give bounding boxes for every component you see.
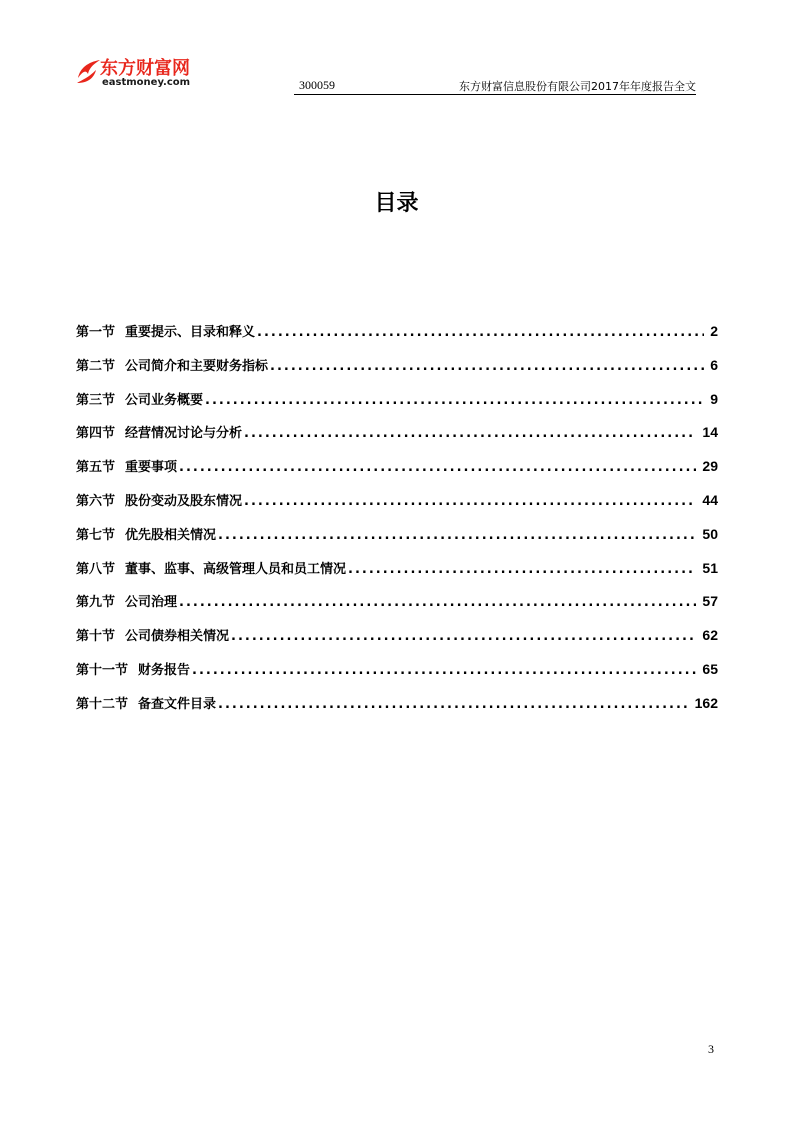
toc-section-title: 股份变动及股东情况 (125, 493, 243, 509)
toc-entry[interactable] (76, 422, 718, 456)
toc-section-number: 第十节 (76, 629, 116, 645)
toc-dot-leader (244, 494, 696, 509)
toc-section-number: 第三节 (76, 392, 116, 408)
toc-page-number: 57 (702, 593, 718, 610)
toc-entry[interactable] (76, 625, 718, 659)
toc-section-title: 公司治理 (125, 595, 178, 611)
toc-dot-leader (179, 460, 696, 475)
table-of-contents (76, 321, 718, 727)
toc-page-number: 162 (694, 694, 718, 711)
toc-page-number: 6 (710, 356, 718, 373)
toc-entry[interactable] (76, 659, 718, 693)
toc-entry[interactable] (76, 355, 718, 389)
toc-section-number: 第四节 (76, 426, 116, 442)
page-title: 目录 (374, 191, 419, 216)
toc-section-number: 第八节 (76, 561, 116, 577)
logo-chinese-text: 东方财富网 (100, 58, 190, 79)
header-divider (294, 94, 696, 95)
toc-section-title: 备查文件目录 (138, 696, 217, 712)
toc-section-number: 第十二节 (76, 696, 129, 712)
toc-section-title: 公司债券相关情况 (125, 629, 230, 645)
eastmoney-logo (74, 52, 234, 92)
toc-section-number: 第十一节 (76, 662, 129, 678)
toc-section-number: 第二节 (76, 358, 116, 374)
toc-page-number: 51 (702, 559, 718, 576)
toc-section-title: 财务报告 (138, 662, 191, 678)
toc-dot-leader (218, 528, 696, 543)
toc-dot-leader (179, 595, 696, 610)
toc-dot-leader (231, 629, 696, 644)
toc-dot-leader (270, 359, 704, 374)
toc-dot-leader (192, 663, 696, 678)
toc-section-title: 重要事项 (125, 460, 178, 476)
page-number: 3 (708, 1042, 714, 1056)
report-title: 东方财富信息股份有限公司2017年年度报告全文 (459, 80, 696, 93)
page-header (74, 52, 696, 96)
toc-entry[interactable] (76, 456, 718, 490)
toc-dot-leader (348, 562, 696, 577)
toc-section-number: 第七节 (76, 527, 116, 543)
toc-section-title: 重要提示、目录和释义 (125, 325, 256, 340)
toc-section-number: 第六节 (76, 493, 116, 509)
toc-section-title: 公司简介和主要财务指标 (125, 358, 269, 374)
toc-section-number: 第五节 (76, 460, 116, 476)
toc-dot-leader (218, 697, 689, 712)
toc-page-number: 62 (702, 627, 718, 644)
toc-dot-leader (205, 393, 704, 408)
toc-entry[interactable] (76, 321, 718, 355)
toc-entry[interactable] (76, 524, 718, 558)
toc-page-number: 2 (710, 323, 718, 339)
toc-section-number: 第一节 (76, 325, 116, 340)
toc-section-number: 第九节 (76, 595, 116, 611)
toc-page-number: 14 (702, 424, 718, 441)
toc-page-number: 50 (702, 525, 718, 542)
toc-entry[interactable] (76, 558, 718, 592)
toc-section-title: 优先股相关情况 (125, 527, 217, 543)
toc-dot-leader (244, 426, 696, 441)
toc-section-title: 经营情况讨论与分析 (125, 426, 243, 442)
toc-section-title: 公司业务概要 (125, 392, 204, 408)
toc-entry[interactable] (76, 591, 718, 625)
toc-section-title: 董事、监事、高级管理人员和员工情况 (125, 561, 347, 577)
stock-code: 300059 (299, 78, 335, 92)
toc-entry[interactable] (76, 693, 718, 727)
toc-entry[interactable] (76, 389, 718, 423)
toc-page-number: 9 (710, 390, 718, 407)
toc-page-number: 65 (702, 660, 718, 677)
logo-english-text: eastmoney.com (102, 77, 191, 88)
toc-dot-leader (257, 325, 704, 340)
toc-entry[interactable] (76, 490, 718, 524)
toc-page-number: 29 (702, 458, 718, 475)
toc-page-number: 44 (702, 491, 718, 508)
